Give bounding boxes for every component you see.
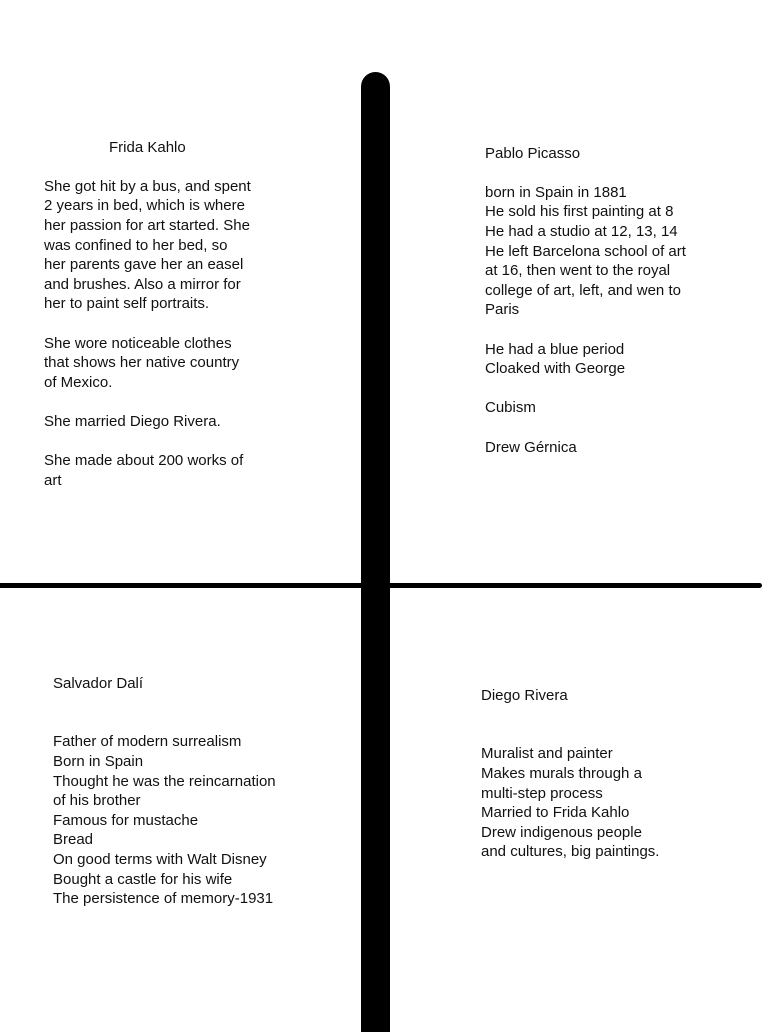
note-title: Frida Kahlo: [109, 138, 186, 156]
note-line: Cloaked with George: [485, 360, 626, 378]
note-line: She got hit by a bus, and spent: [44, 177, 251, 195]
note-title: Salvador Dalí: [53, 674, 144, 692]
horizontal-divider-line: [0, 583, 762, 588]
blank-line: [53, 713, 353, 733]
blank-line: [44, 392, 349, 412]
note-line: He had a blue period: [485, 340, 625, 358]
note-body: [53, 713, 353, 909]
note-line: The persistence of memory-1931: [53, 890, 274, 908]
note-line: She married Diego Rivera.: [44, 412, 221, 430]
note-line: her parents gave her an easel: [44, 256, 244, 274]
note-line: Bread: [53, 831, 94, 849]
note-line: Cubism: [485, 399, 536, 417]
note-line: Paris: [485, 301, 520, 319]
blank-line: [485, 418, 755, 438]
quadrant-frida-kahlo: [44, 118, 349, 510]
note-line: Famous for mustache: [53, 811, 199, 829]
blank-line: [44, 314, 349, 334]
note-title: Pablo Picasso: [485, 144, 581, 162]
note-line: her to paint self portraits.: [44, 295, 210, 313]
note-line: Makes murals through a: [481, 764, 642, 782]
note-line: multi-step process: [481, 784, 603, 802]
note-line: She wore noticeable clothes: [44, 334, 232, 352]
note-line: He left Barcelona school of art: [485, 242, 686, 260]
note-line: was confined to her bed, so: [44, 236, 228, 254]
note-line: On good terms with Walt Disney: [53, 850, 267, 868]
note-line: He sold his first painting at 8: [485, 203, 674, 221]
note-line: Muralist and painter: [481, 745, 613, 763]
note-line: Drew Gérnica: [485, 438, 577, 456]
blank-line: [481, 725, 751, 745]
note-line: He had a studio at 12, 13, 14: [485, 222, 678, 240]
blank-line: [485, 379, 755, 399]
note-line: 2 years in bed, which is where: [44, 197, 245, 215]
note-line: Bought a castle for his wife: [53, 870, 233, 888]
note-line: Married to Frida Kahlo: [481, 804, 630, 822]
note-body: [481, 725, 751, 862]
note-line: She made about 200 works of: [44, 452, 244, 470]
quadrant-pablo-picasso: [485, 124, 755, 477]
note-line: Father of modern surrealism: [53, 733, 242, 751]
note-line: Drew indigenous people: [481, 823, 642, 841]
note-line: Thought he was the reincarnation: [53, 772, 276, 790]
note-line: born in Spain in 1881: [485, 183, 627, 201]
blank-line: [44, 432, 349, 452]
note-line: that shows her native country: [44, 354, 240, 372]
note-title: Diego Rivera: [481, 686, 568, 704]
note-line: and brushes. Also a mirror for: [44, 275, 241, 293]
note-line: college of art, left, and wen to: [485, 281, 681, 299]
note-line: art: [44, 471, 62, 489]
note-line: of Mexico.: [44, 373, 113, 391]
note-line: her passion for art started. She: [44, 216, 250, 234]
note-body: [485, 183, 755, 457]
note-body: [44, 177, 349, 491]
blank-line: [485, 320, 755, 340]
quadrant-diego-rivera: [481, 666, 751, 882]
note-line: and cultures, big paintings.: [481, 843, 660, 861]
quadrant-salvador-dali: [53, 654, 353, 928]
note-line: at 16, then went to the royal: [485, 262, 671, 280]
note-line: of his brother: [53, 792, 141, 810]
note-line: Born in Spain: [53, 752, 144, 770]
vertical-divider-line: [361, 72, 390, 1032]
